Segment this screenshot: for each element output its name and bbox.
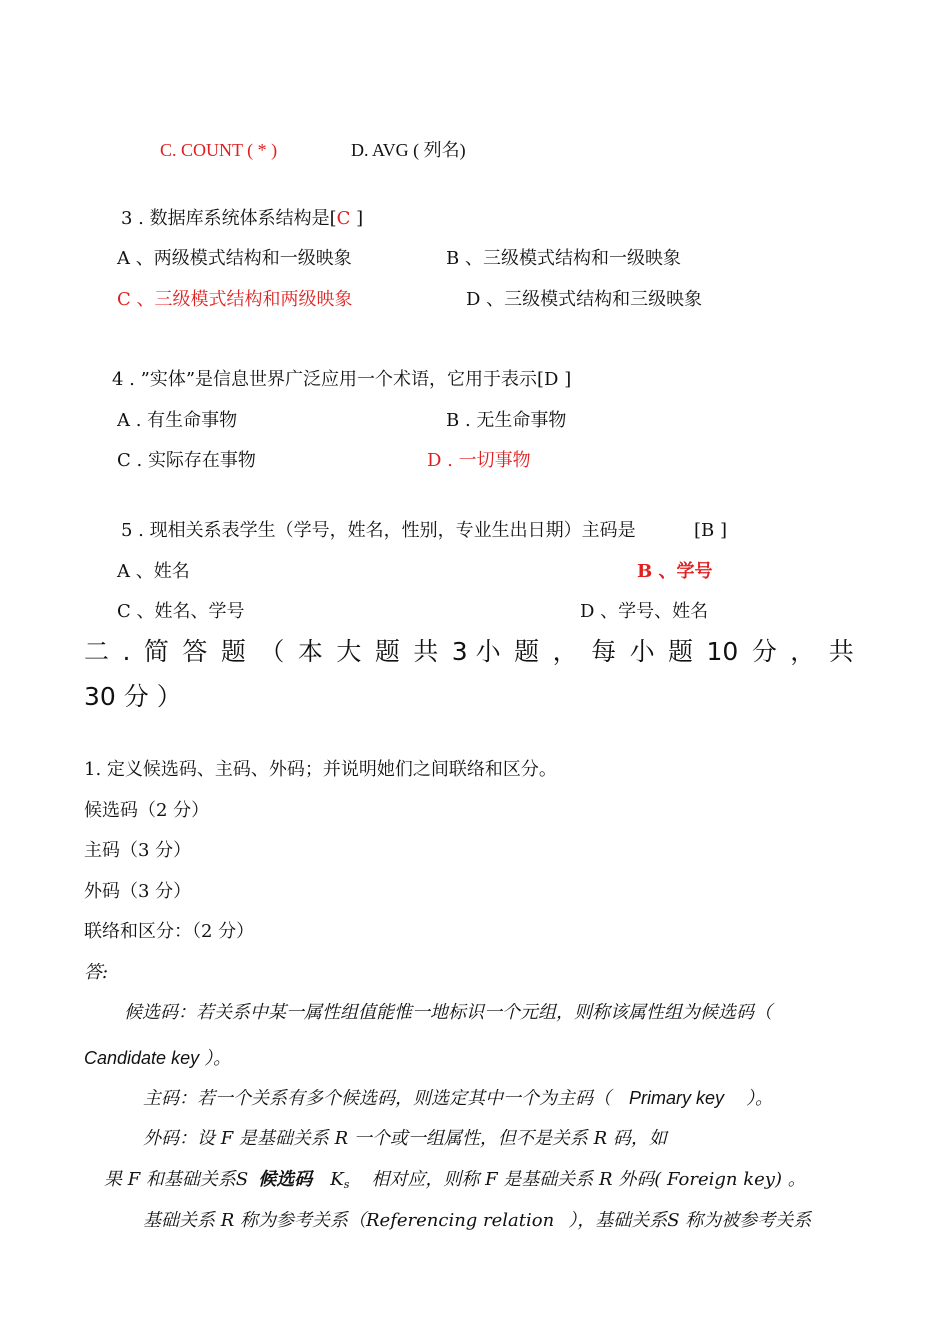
q4-stem: 4 . ”实体”是信息世界广泛应用一个术语，它用于表示[D ] (112, 369, 572, 390)
heading-char: 二 (84, 637, 110, 666)
heading-char: 共 (828, 637, 854, 666)
heading-char: 10 (706, 637, 739, 666)
reference-relation-line (143, 1209, 811, 1233)
reference-line-a: 基础关系 R 称为参考关系（ (143, 1210, 366, 1231)
section-heading (84, 637, 854, 667)
q4-option-c: C . 实际存在事物 (117, 450, 256, 471)
heading-char: 每 (591, 637, 617, 666)
candidate-key-definition: 候选码：若关系中某一属性组值能惟一地标识一个元组，则称该属性组为候选码（ (124, 1002, 772, 1023)
section-heading-line2: 30 分 ） (84, 682, 182, 711)
heading-char: 分 (751, 637, 777, 666)
candidate-key-term: Candidate key ）。 (84, 1048, 232, 1068)
foreign-key-line1: 外码：设 F 是基础关系 R 一个或一组属性，但不是关系 R 码，如 (143, 1128, 667, 1149)
q3-stem-close: ] (350, 208, 364, 229)
q3-stem-text: 3 . 数据库系统体系结构是[ (121, 208, 337, 229)
sq1-answer-label: 答: (84, 962, 109, 983)
heading-char: 共 (413, 637, 439, 666)
heading-char: 题 (374, 637, 400, 666)
foreign-key-line2-b: 相对应，则称 F 是基础关系 R 外码( Foreign key) 。 (371, 1169, 806, 1190)
foreign-key-k: K (330, 1169, 344, 1190)
heading-char: 小 (629, 637, 655, 666)
q4-option-b: B . 无生命事物 (446, 410, 567, 431)
heading-char: 题 (220, 637, 246, 666)
q3-option-a: A 、两级模式结构和一级映象 (117, 248, 352, 269)
heading-char: 3 小 (451, 637, 501, 666)
foreign-key-line2-a: 果 F 和基础关系S (104, 1169, 249, 1190)
q5-option-a: A 、姓名 (117, 561, 190, 582)
heading-char: . (122, 637, 131, 666)
q5-option-d: D 、学号、姓名 (580, 601, 709, 622)
primary-key-pre: 主码：若一个关系有多个候选码，则选定其中一个为主码（ (143, 1088, 611, 1109)
primary-key-definition (143, 1086, 773, 1111)
sq1-score-foreign: 外码（3 分） (84, 881, 192, 902)
heading-char: 题 (514, 637, 540, 666)
heading-char: 简 (143, 637, 169, 666)
sq1-score-primary: 主码（3 分） (84, 840, 192, 861)
heading-char: 题 (668, 637, 694, 666)
primary-key-term: Primary key (629, 1088, 725, 1108)
heading-char: ， (552, 637, 578, 666)
foreign-key-bold-term: 候选码 (258, 1169, 313, 1190)
reference-line-term: Referencing relation (366, 1210, 555, 1231)
q3-option-b: B 、三级模式结构和一级映象 (446, 248, 681, 269)
q5-answer: [B ] (694, 520, 727, 541)
foreign-key-line2 (104, 1168, 806, 1197)
sq1-score-relation: 联络和区分：（2 分） (84, 921, 255, 942)
q3-answer: C (336, 208, 351, 229)
q4-option-a: A . 有生命事物 (117, 410, 238, 431)
primary-key-post: ）。 (746, 1088, 774, 1109)
heading-char: ， (790, 637, 816, 666)
heading-char: （ (259, 637, 285, 666)
q2-option-c: C. COUNT ( * ) (160, 140, 278, 160)
reference-line-b: ），基础关系S 称为被参考关系 (568, 1210, 812, 1231)
heading-char: 大 (336, 637, 362, 666)
q3-option-c: C 、三级模式结构和两级映象 (117, 289, 353, 310)
q5-option-b: B 、学号 (637, 561, 713, 582)
sq1-question: 1. 定义候选码、主码、外码；并说明她们之间联络和区分。 (84, 759, 557, 780)
q5-stem: 5 . 现相关系表学生（学号，姓名，性别，专业生出日期）主码是 (121, 520, 636, 541)
q5-option-c: C 、姓名、学号 (117, 601, 245, 622)
sq1-score-candidate: 候选码（2 分） (84, 800, 210, 821)
heading-char: 答 (182, 637, 208, 666)
q3-stem (121, 207, 363, 231)
q3-option-d: D 、三级模式结构和三级映象 (466, 289, 703, 310)
q2-option-d: D. AVG ( 列名) (351, 140, 466, 160)
q4-option-d: D . 一切事物 (427, 450, 531, 471)
foreign-key-k-subscript: s (343, 1178, 350, 1191)
heading-char: 本 (297, 637, 323, 666)
